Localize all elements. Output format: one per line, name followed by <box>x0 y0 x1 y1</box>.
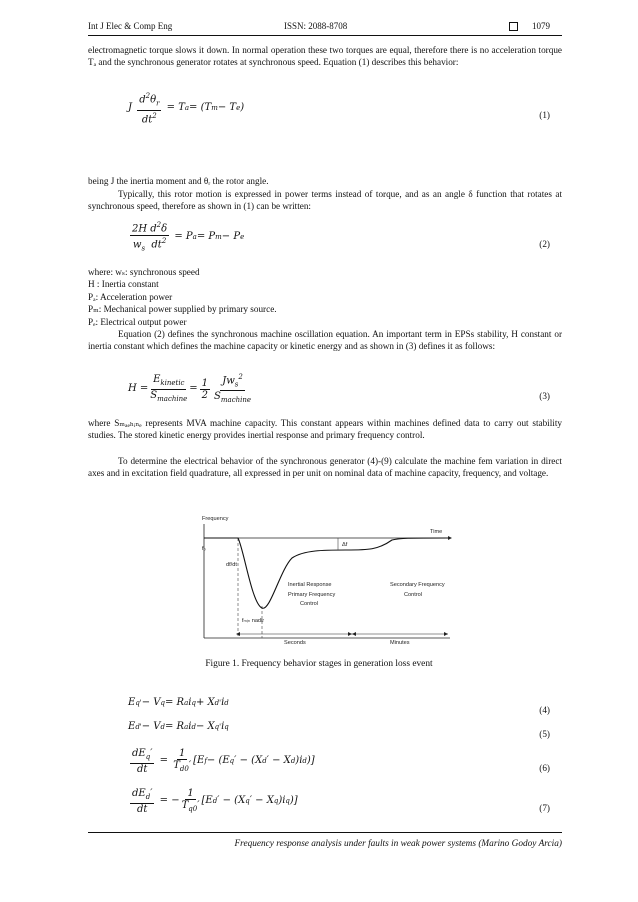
figure-df-label: Δf <box>342 542 348 548</box>
figure-x-label: Time <box>430 529 443 535</box>
equation-6 <box>0 746 638 776</box>
figure-minutes-label: Minutes <box>390 640 410 646</box>
seconds-right-arrow-icon <box>348 632 352 636</box>
equation-4-number: (4) <box>539 704 550 715</box>
page-number: 1079 <box>532 21 550 31</box>
paragraph-4: Equation (2) defines the synchronous machine oscillation equation. An important term in EPSs stability, H constant or inertia constant which defines the machine capacity or kinetic energy and as shown in (3) defines it as follows: <box>88 329 562 352</box>
paragraph-5: where Sₘₐₑₕᵢₙₑ represents MVA machine capacity. This constant appears within machines defined data to carry out stability studies. The stored kinetic energy provides inertial response and primary frequency control. <box>88 418 562 441</box>
equation-6-number: (6) <box>539 762 550 773</box>
definition-pa: Pₐ: Acceleration power <box>88 291 173 302</box>
definition-list <box>88 266 562 328</box>
footer-rule <box>88 832 562 833</box>
equation-6-body: $\frac{dE_q'}{dt}$ = $\frac{1}{T_{d0}'}$ [E f − (E q ′ − (X d ′ − X d )i d )] <box>132 747 315 775</box>
equation-5-number: (5) <box>539 728 550 739</box>
equation-3-number: (3) <box>539 390 550 401</box>
equation-1-body: J $\frac{d^2\theta_r}{dt^2}$ = T a = (T m − T e ) <box>128 92 245 125</box>
paragraph-2: being J the inertia moment and θᵣ the rotor angle. <box>88 176 269 186</box>
figure-caption: Figure 1. Frequency behavior stages in generation loss event <box>205 659 433 669</box>
definition-h: H : Inertia constant <box>88 279 159 290</box>
definition-ws: where: wₛ: synchronous speed <box>88 267 200 277</box>
equation-1 <box>0 93 638 123</box>
equation-1-number: (1) <box>539 109 550 120</box>
equation-7 <box>0 786 638 816</box>
equation-4-body: E q ' − V q = R a i q + X d ' i d <box>128 696 229 708</box>
figure-f0-label: f₀ <box>202 546 206 552</box>
equation-3-body: H = $\frac{E_{kinetic}}{S_{machine}}$ = $\frac{1}{2}$ $\frac{Jw_s^2}{S_{machine}}$ <box>128 372 252 405</box>
header-rule <box>88 35 562 36</box>
definition-pm: Pₘ: Mechanical power supplied by primary source. <box>88 304 277 315</box>
equation-2 <box>0 222 638 252</box>
equation-2-body: $\frac{2H d^2\delta}{w_s dt^2}$ = P a = P m − P e <box>132 221 245 252</box>
equation-7-number: (7) <box>539 802 550 813</box>
figure-primary-label-2: Control <box>300 601 319 607</box>
figure-dfdt-label: df/dt <box>226 562 237 568</box>
equation-3 <box>0 374 638 404</box>
paragraph-6: To determine the electrical behavior of the synchronous generator (4)-(9) calculate the machine fem variation in direct axes and in excitation field quadrature, all expressed in per unit on nominal data of machine capacity, frequency, and voltage. <box>88 456 562 479</box>
equation-7-body: $\frac{dE_d'}{dt}$ = − $\frac{1}{T_{q0}'}$ [E d ′ − (X q ′ − X q )i q )] <box>132 787 298 815</box>
issn: ISSN: 2088-8708 <box>284 21 348 31</box>
figure-secondary-label-1: Secondary Frequency <box>390 582 445 588</box>
equation-5-body: E d ' − V d = R a i d − X q ' i q <box>128 720 229 732</box>
equation-5 <box>0 712 638 742</box>
figure-seconds-label: Seconds <box>284 640 306 646</box>
journal-name: Int J Elec & Comp Eng <box>88 21 173 31</box>
equation-2-number: (2) <box>539 238 550 249</box>
paragraph-3: Typically, this rotor motion is expressed in power terms instead of torque, and as an angle δ function that rotates at synchronous speed, therefore as shown in (1) can be written: <box>88 189 562 212</box>
frequency-behavior-figure <box>196 510 456 650</box>
paragraph-1: electromagnetic torque slows it down. In normal operation these two torques are equal, therefore there is no acceleration torque Tₐ and the synchronous generator rotates at synchronous speed. Equation (1) describes this behavior: <box>88 45 562 68</box>
minutes-right-arrow-icon <box>444 632 448 636</box>
time-arrow-icon <box>448 536 452 540</box>
figure-primary-label-1: Primary Frequency <box>288 592 336 598</box>
page-footer: Frequency response analysis under faults in weak power systems (Marino Godoy Arcia) <box>234 839 562 849</box>
definition-pe: Pₑ: Electrical output power <box>88 316 187 327</box>
figure-fmin-label: fₘᵢₙ nadir <box>242 618 265 624</box>
figure-y-label: Frequency <box>202 516 229 522</box>
figure-inertial-label: Inertial Response <box>288 582 332 588</box>
figure-secondary-label-2: Control <box>404 592 423 598</box>
minutes-left-arrow-icon <box>352 632 356 636</box>
page-header <box>88 20 550 32</box>
checkbox-square-icon <box>509 22 518 31</box>
page-number-group <box>509 20 550 32</box>
